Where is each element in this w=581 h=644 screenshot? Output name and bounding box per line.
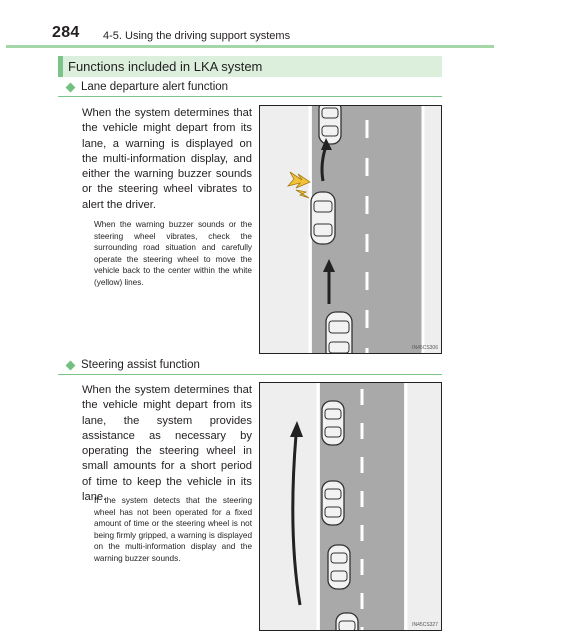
chapter-title: 4-5. Using the driving support systems	[103, 30, 291, 42]
header-divider	[6, 45, 494, 48]
car-step2-icon	[322, 481, 344, 525]
subsection-divider	[58, 96, 442, 97]
car-step4-icon	[336, 613, 358, 630]
figure-code: IN45CS327	[412, 622, 438, 628]
lane-departure-figure	[259, 105, 442, 354]
car-step3-icon	[328, 545, 350, 589]
bullet-diamond-icon	[66, 83, 76, 93]
steering-assist-figure	[259, 382, 442, 631]
steering-assist-body: When the system determines that the vehicle might depart from its lane, the system provides assistance as necessary by operating the steering wheel in small amounts for a short period of time to keep the vehicle in its lane.	[82, 384, 252, 504]
bullet-diamond-icon	[66, 361, 76, 371]
steering-assist-note: If the system detects that the steering wheel has not been operated for a fixed amount of time or the steering wheel is not being firmly gripped, a warning is displayed on the multi-information display and the warning buzzer sounds.	[94, 496, 252, 563]
lane-departure-note: When the warning buzzer sounds or the steering wheel vibrates, check the surrounding road situation and carefully operate the steering wheel to move the vehicle back to the center within the white (yellow) lines.	[94, 220, 252, 287]
lane-departure-body: When the system determines that the vehicle might depart from its lane, a warning is displayed on the multi-information display, and either the warning buzzer sounds or the steering wheel vibrates to alert the driver.	[82, 107, 252, 211]
car-start-icon	[326, 312, 352, 353]
lane-departure-illustration	[260, 106, 441, 353]
page-number: 284	[52, 24, 80, 41]
section-title: Functions included in LKA system	[68, 59, 263, 74]
subsection-divider	[58, 374, 442, 375]
steering-assist-heading: Steering assist function	[81, 359, 200, 371]
lane-departure-heading: Lane departure alert function	[81, 81, 229, 93]
car-step1-icon	[322, 401, 344, 445]
steering-assist-illustration	[260, 383, 441, 630]
figure-code: IN45CS306	[412, 345, 438, 351]
car-drifting-icon	[319, 106, 341, 144]
car-departing-icon	[311, 192, 335, 244]
